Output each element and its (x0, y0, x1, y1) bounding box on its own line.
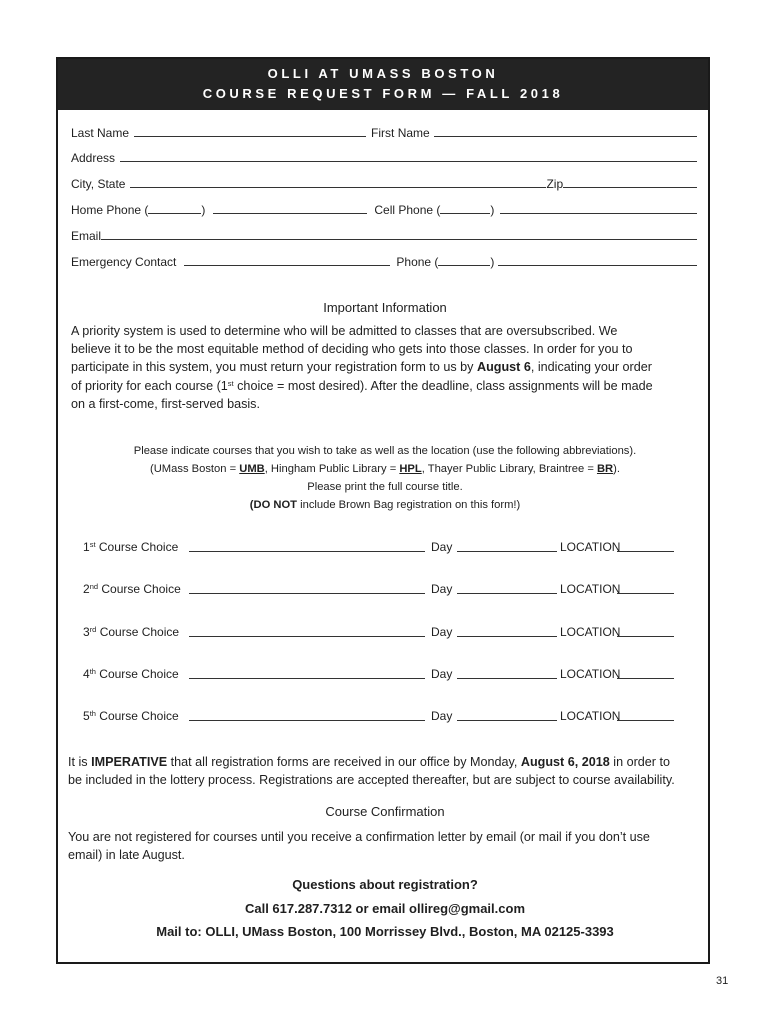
location-field[interactable] (617, 551, 674, 552)
name-row (71, 124, 697, 140)
location-field[interactable] (617, 636, 674, 637)
important-heading: Important Information (323, 300, 447, 315)
important-paragraph (71, 322, 701, 413)
emergency-phone-area-field[interactable] (438, 264, 490, 266)
emergency-contact-field[interactable] (184, 264, 390, 266)
day-label: Day (431, 540, 453, 554)
cell-phone-area-field[interactable] (440, 212, 490, 214)
phone-row: Home Phone ( ) Cell Phone ( ) (71, 201, 697, 217)
imperative-paragraph (68, 753, 708, 789)
course-choice-row (83, 623, 683, 639)
course-choice-field[interactable] (189, 593, 425, 594)
last-name-field[interactable] (134, 135, 366, 137)
course-choice-label: 4th Course Choice (83, 667, 179, 681)
cell-phone-field[interactable] (500, 212, 697, 214)
emergency-contact-label: Emergency Contact (71, 255, 177, 269)
first-name-label: First Name (371, 126, 430, 140)
form-header (58, 59, 708, 110)
questions-heading: Questions about registration? (292, 877, 478, 892)
course-choice-label: 1st Course Choice (83, 540, 179, 554)
imperative-line: It is IMPERATIVE that all registration forms are received in our office by Monday, August 6, 2018 in order to (68, 755, 670, 769)
instruction-line: Please print the full course title. (307, 481, 463, 493)
emergency-phone-field[interactable] (498, 264, 697, 266)
course-choice-row (83, 665, 683, 681)
location-label: LOCATION (560, 540, 621, 554)
email-field[interactable] (101, 238, 697, 240)
confirmation-line: You are not registered for courses until you receive a confirmation letter by email (or mail if you don’t use (68, 830, 650, 844)
cell-phone-label: Cell Phone ( (374, 203, 441, 217)
address-label: Address (71, 151, 116, 165)
location-label: LOCATION (560, 709, 621, 723)
email-row (71, 227, 697, 243)
confirmation-heading: Course Confirmation (325, 804, 445, 819)
course-choice-row (83, 538, 683, 554)
emergency-phone-label: Phone ( (396, 255, 439, 269)
day-field[interactable] (457, 593, 557, 594)
last-name-label: Last Name (71, 126, 130, 140)
home-phone-field[interactable] (213, 212, 367, 214)
header-title-line2: COURSE REQUEST FORM — FALL 2018 (202, 86, 564, 101)
instruction-line: Please indicate courses that you wish to take as well as the location (use the following abbreviations). (133, 445, 637, 457)
location-label: LOCATION (560, 667, 621, 681)
home-phone-area-field[interactable] (148, 212, 201, 214)
important-line: believe it to be the most equitable method of deciding who gets into those classes. In order for you to (71, 342, 633, 357)
course-choice-field[interactable] (189, 678, 425, 679)
day-field[interactable] (457, 720, 557, 721)
page-number: 31 (716, 975, 729, 987)
day-label: Day (431, 667, 453, 681)
instruction-line: (DO NOT include Brown Bag registration on this form!) (249, 499, 521, 511)
day-label: Day (431, 625, 453, 639)
emergency-row: Emergency Contact Phone ( ) (71, 253, 697, 269)
contact-mail: Mail to: OLLI, UMass Boston, 100 Morrissey Blvd., Boston, MA 02125-3393 (156, 924, 614, 939)
zip-label: Zip (546, 177, 564, 191)
location-label: LOCATION (560, 582, 621, 596)
home-phone-label: Home Phone ( (71, 203, 149, 217)
important-line: participate in this system, you must return your registration form to us by August 6, indicating your order (71, 360, 652, 375)
first-name-field[interactable] (434, 135, 697, 137)
instruction-line: (UMass Boston = UMB, Hingham Public Library = HPL, Thayer Public Library, Braintree = BR). (150, 463, 620, 475)
course-choice-field[interactable] (189, 636, 425, 637)
course-choice-label: 2nd Course Choice (83, 582, 181, 596)
header-title-line1: OLLI AT UMASS BOSTON (267, 66, 499, 81)
email-label: Email (71, 229, 102, 243)
zip-field[interactable] (563, 186, 697, 188)
important-line: A priority system is used to determine who will be admitted to classes that are oversubscribed. We (71, 324, 618, 338)
confirmation-line: email) in late August. (68, 848, 185, 863)
course-choice-label: 5th Course Choice (83, 709, 179, 723)
location-field[interactable] (617, 593, 674, 594)
city-state-field[interactable] (130, 186, 546, 188)
day-field[interactable] (457, 636, 557, 637)
course-choice-field[interactable] (189, 720, 425, 721)
city-row (71, 175, 697, 191)
contact-call: Call 617.287.7312 or email ollireg@gmail.com (244, 901, 526, 916)
confirmation-paragraph (68, 828, 708, 864)
day-field[interactable] (457, 551, 557, 552)
city-state-label: City, State (71, 177, 126, 191)
location-field[interactable] (617, 720, 674, 721)
course-choice-field[interactable] (189, 551, 425, 552)
address-row (71, 149, 697, 165)
imperative-line: be included in the lottery process. Registrations are accepted thereafter, but are subject to course availability. (68, 773, 675, 788)
course-instructions (80, 442, 690, 514)
location-field[interactable] (617, 678, 674, 679)
important-line: on a first-come, first-served basis. (71, 396, 260, 411)
location-label: LOCATION (560, 625, 621, 639)
address-field[interactable] (120, 160, 697, 162)
day-label: Day (431, 582, 453, 596)
course-choice-row (83, 707, 683, 723)
important-line: of priority for each course (1st choice = most desired). After the deadline, class assignments will be made (71, 378, 653, 393)
day-label: Day (431, 709, 453, 723)
day-field[interactable] (457, 678, 557, 679)
course-choice-label: 3rd Course Choice (83, 625, 180, 639)
course-choice-row (83, 580, 683, 596)
